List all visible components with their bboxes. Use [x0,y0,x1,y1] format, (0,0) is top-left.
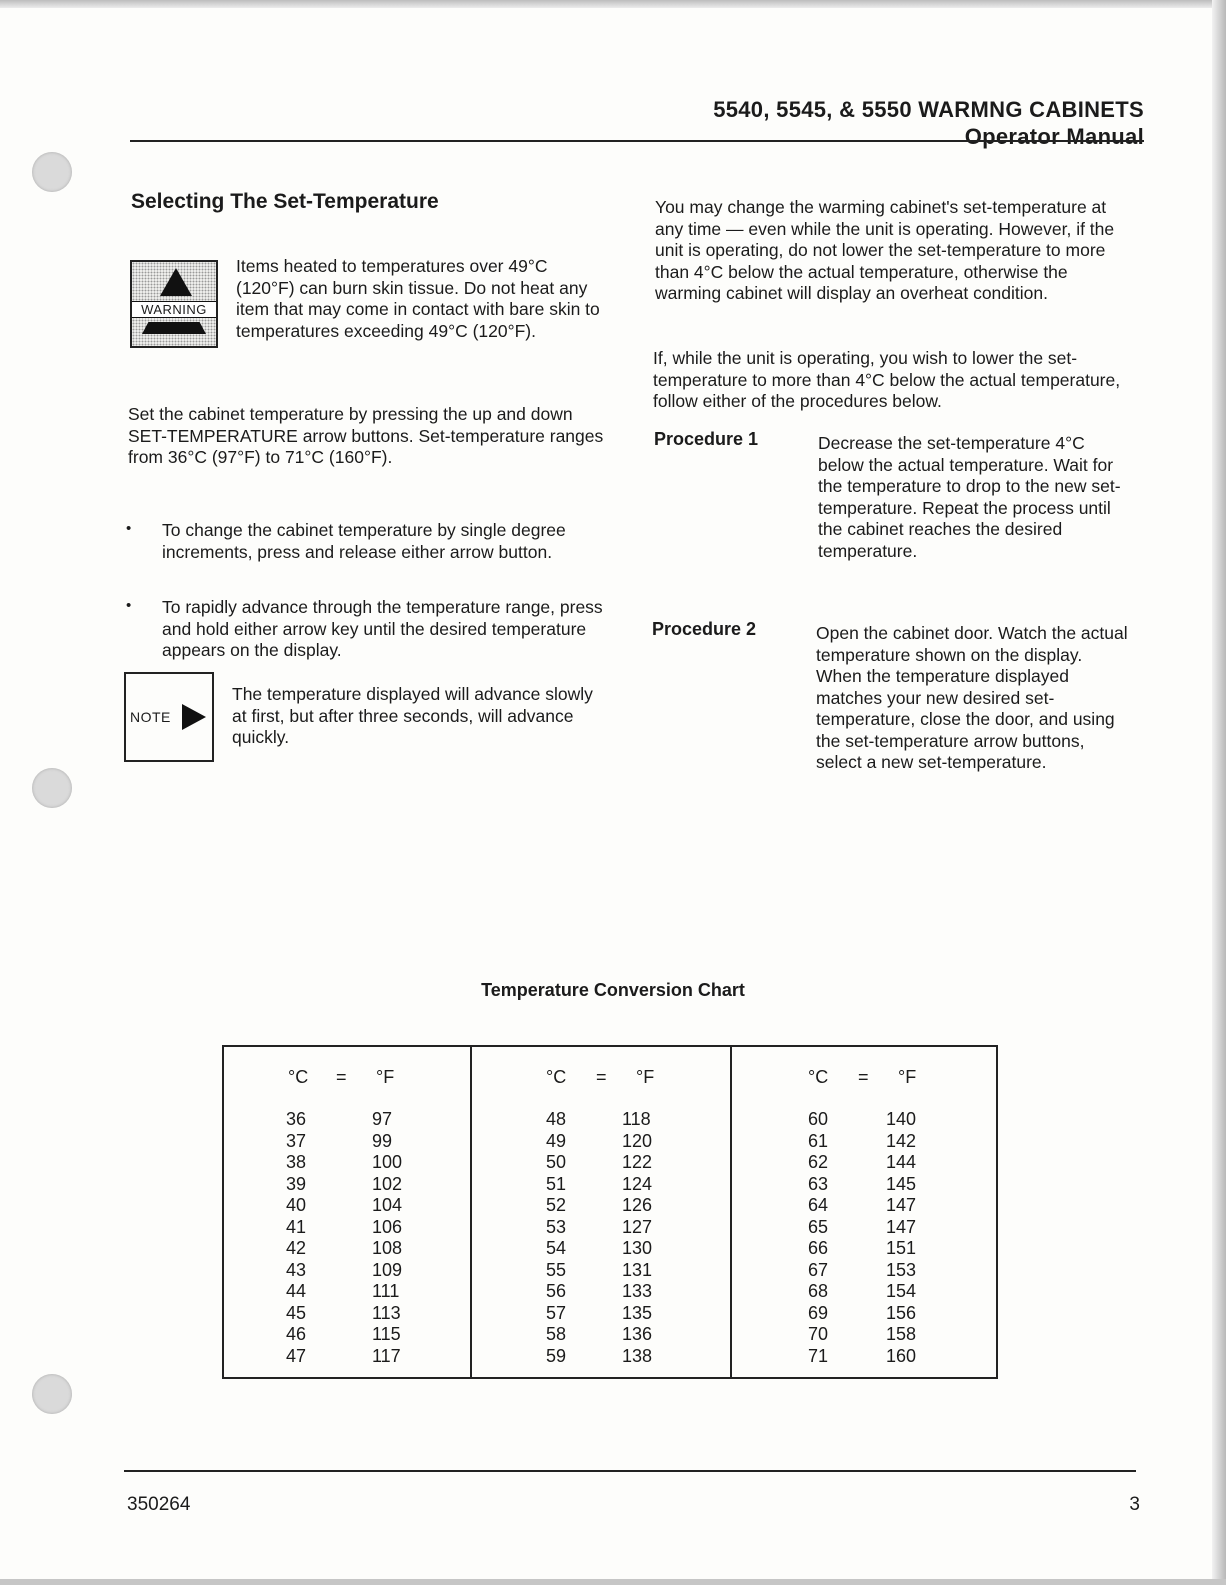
chart-column-2 [470,1047,730,1377]
celsius-value: 36 [286,1109,307,1129]
fahrenheit-value: 127 [622,1216,653,1237]
procedure-1-text: Decrease the set-temperature 4°C below the actual temperature. Wait for the temperature to drop to the new set-temperature. Repeat the process until the cabinet reaches the desired temperature. [818,433,1121,561]
column-2-rows [472,1109,730,1367]
fahrenheit-value: 147 [886,1195,917,1215]
note-arrow-icon [182,704,206,730]
celsius-value: 56 [546,1281,567,1301]
fahrenheit-value: 158 [886,1324,917,1344]
table-row [224,1131,470,1153]
celsius-value: 41 [286,1216,307,1237]
table-row [472,1109,730,1131]
table-row [224,1152,470,1174]
celsius-value: 39 [286,1173,307,1194]
footer-rule [124,1470,1136,1472]
celsius-value: 51 [546,1173,567,1194]
celsius-value: 48 [546,1109,567,1129]
binder-hole-middle [32,768,72,808]
procedure-1-label: Procedure 1 [654,429,759,449]
table-row [224,1281,470,1303]
fahrenheit-value: 100 [372,1152,403,1172]
column-3-rows [732,1109,996,1367]
table-row [472,1346,730,1368]
fahrenheit-value: 122 [622,1152,653,1172]
table-row [732,1346,996,1368]
fahrenheit-value: 140 [886,1109,917,1129]
section-heading: Selecting The Set-Temperature [131,190,439,213]
table-row [472,1152,730,1174]
header-title-line2: Operator Manual [964,124,1144,149]
fahrenheit-value: 108 [372,1238,403,1258]
table-row [472,1303,730,1325]
fahrenheit-value: 156 [886,1302,917,1323]
note-icon [124,672,214,762]
table-row [224,1109,470,1131]
fahrenheit-value: 130 [622,1238,653,1258]
fahrenheit-value: 126 [622,1195,653,1215]
celsius-value: 69 [808,1302,829,1323]
header-title-line1: 5540, 5545, & 5550 WARMNG CABINETS [713,97,1144,122]
celsius-header: °C [288,1067,309,1087]
fahrenheit-value: 113 [372,1302,401,1323]
celsius-value: 64 [808,1195,829,1215]
table-row [732,1260,996,1282]
table-row [224,1346,470,1368]
binder-hole-top [32,152,72,192]
table-row [224,1238,470,1260]
column-1-rows [224,1109,470,1367]
page-number: 3 [1129,1494,1140,1515]
table-row [732,1324,996,1346]
celsius-value: 53 [546,1216,567,1237]
fahrenheit-value: 106 [372,1216,403,1237]
celsius-value: 65 [808,1216,829,1237]
celsius-value: 68 [808,1281,829,1301]
fahrenheit-value: 124 [622,1173,653,1194]
fahrenheit-value: 111 [372,1281,400,1301]
note-icon-label: NOTE [130,709,171,725]
table-row [224,1303,470,1325]
celsius-value: 58 [546,1324,567,1344]
table-row [732,1238,996,1260]
celsius-value: 62 [808,1152,829,1172]
set-temperature-intro: Set the cabinet temperature by pressing the up and down SET-TEMPERATURE arrow buttons. Set-temperature ranges from 36°C (97°F) to 71°C (160°F). [128,404,604,467]
table-row [224,1174,470,1196]
fahrenheit-value: 120 [622,1130,653,1151]
fahrenheit-value: 109 [372,1259,403,1280]
table-row [472,1217,730,1239]
document-number: 350264 [127,1494,191,1515]
scan-edge-right [1212,0,1226,1585]
fahrenheit-value: 160 [886,1345,917,1366]
right-paragraph-2: If, while the unit is operating, you wish to lower the set-temperature to more than 4°C below the actual temperature, follow either of the procedures below. [653,348,1121,411]
celsius-value: 59 [546,1345,567,1366]
bullet-dot-1: • [126,520,132,537]
fahrenheit-value: 117 [372,1345,401,1366]
binder-hole-bottom [32,1374,72,1414]
table-row [224,1217,470,1239]
conversion-chart-title: Temperature Conversion Chart [481,980,745,1000]
celsius-value: 55 [546,1259,567,1280]
fahrenheit-value: 99 [372,1130,393,1151]
fahrenheit-value: 102 [372,1173,403,1194]
celsius-value: 42 [286,1238,307,1258]
conversion-chart [222,1045,998,1379]
table-row [732,1131,996,1153]
fahrenheit-value: 145 [886,1173,917,1194]
table-row [732,1109,996,1131]
fahrenheit-value: 104 [372,1195,403,1215]
equals-header: = [596,1067,607,1087]
fahrenheit-header: °F [636,1067,655,1087]
table-row [472,1324,730,1346]
celsius-value: 57 [546,1302,567,1323]
note-text: The temperature displayed will advance slowly at first, but after three seconds, will advance quickly. [232,684,593,747]
table-row [472,1260,730,1282]
fahrenheit-value: 135 [622,1302,653,1323]
table-row [224,1324,470,1346]
chart-column-3 [730,1047,996,1377]
warning-base-icon [142,322,206,334]
table-row [472,1238,730,1260]
fahrenheit-value: 136 [622,1324,653,1344]
fahrenheit-value: 153 [886,1259,917,1280]
warning-triangle-icon [160,268,192,296]
fahrenheit-value: 97 [372,1109,393,1129]
equals-header: = [858,1067,869,1087]
fahrenheit-value: 138 [622,1345,653,1366]
right-paragraph-1: You may change the warming cabinet's set-temperature at any time — even while the unit is operating. However, if the unit is operating, do not lower the set-temperature to more than 4°C below the actual temperature, otherwise the warming cabinet will display an overheat condition. [655,197,1115,303]
table-row [224,1260,470,1282]
table-row [732,1217,996,1239]
fahrenheit-value: 131 [622,1259,653,1280]
celsius-value: 43 [286,1259,307,1280]
celsius-value: 47 [286,1345,307,1366]
fahrenheit-header: °F [376,1067,395,1087]
bullet-item-1: To change the cabinet temperature by single degree increments, press and release either arrow button. [162,520,566,562]
table-row [732,1281,996,1303]
table-row [732,1174,996,1196]
table-row [472,1195,730,1217]
celsius-value: 37 [286,1130,307,1151]
fahrenheit-value: 115 [372,1324,401,1344]
fahrenheit-value: 151 [886,1238,917,1258]
celsius-value: 71 [808,1345,829,1366]
fahrenheit-value: 144 [886,1152,917,1172]
fahrenheit-header: °F [898,1067,917,1087]
warning-icon-label: WARNING [132,301,216,318]
scan-edge-top [0,0,1226,8]
fahrenheit-value: 154 [886,1281,917,1301]
warning-icon [130,260,218,348]
celsius-header: °C [808,1067,829,1087]
celsius-value: 54 [546,1238,567,1258]
table-row [732,1195,996,1217]
celsius-value: 61 [808,1130,829,1151]
bullet-item-2: To rapidly advance through the temperature range, press and hold either arrow key until the desired temperature appears on the display. [162,597,603,660]
celsius-value: 60 [808,1109,829,1129]
celsius-value: 70 [808,1324,829,1344]
table-row [732,1303,996,1325]
fahrenheit-value: 133 [622,1281,653,1301]
celsius-value: 46 [286,1324,307,1344]
table-row [732,1152,996,1174]
procedure-2-text: Open the cabinet door. Watch the actual temperature shown on the display. When the temperature displayed matches your new desired set-temperature, close the door, and using the set-temperature arrow buttons, select a new set-temperature. [816,623,1128,772]
celsius-value: 63 [808,1173,829,1194]
scan-edge-bottom [0,1579,1226,1585]
fahrenheit-value: 142 [886,1130,917,1151]
fahrenheit-value: 118 [622,1109,651,1129]
warning-text: Items heated to temperatures over 49°C (120°F) can burn skin tissue. Do not heat any item that may come in contact with bare skin to temperatures exceeding 49°C (120°F). [236,256,600,341]
celsius-value: 44 [286,1281,307,1301]
chart-column-1 [224,1047,470,1377]
bullet-dot-2: • [126,597,132,614]
celsius-value: 50 [546,1152,567,1172]
procedure-2-label: Procedure 2 [652,619,757,639]
header-rule [130,140,1144,142]
table-row [224,1195,470,1217]
table-row [472,1281,730,1303]
fahrenheit-value: 147 [886,1216,917,1237]
celsius-value: 40 [286,1195,307,1215]
celsius-value: 67 [808,1259,829,1280]
celsius-header: °C [546,1067,567,1087]
celsius-value: 52 [546,1195,567,1215]
celsius-value: 66 [808,1238,829,1258]
celsius-value: 38 [286,1152,307,1172]
equals-header: = [336,1067,347,1087]
celsius-value: 45 [286,1302,307,1323]
table-row [472,1131,730,1153]
celsius-value: 49 [546,1130,567,1151]
table-row [472,1174,730,1196]
